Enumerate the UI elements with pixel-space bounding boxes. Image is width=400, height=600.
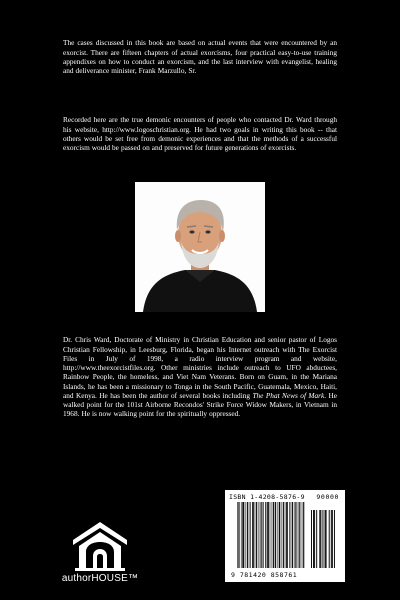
barcode-bar (242, 502, 243, 568)
description-paragraph-1: The cases discussed in this book are based on actual events that were encountered by an exorcist. There are fifteen chapters of actual exorcisms, four practical easy-to-use training appendixes on how to conduct an exorcism, and the last interview with evangelist, healing and deliverance minister, Frank Marzullo, Sr. (63, 38, 337, 76)
barcode-bar (249, 502, 250, 568)
barcode-addon-bar (332, 510, 333, 568)
barcode-bar (243, 502, 244, 568)
barcode-addon-bar (316, 510, 317, 568)
barcode-addon-bar (320, 510, 321, 568)
barcode-digits: 9 781420 858761 (231, 571, 298, 579)
barcode-bar (293, 502, 294, 568)
barcode-bar (252, 502, 253, 568)
barcode-bar (253, 502, 254, 568)
barcode-bar (283, 502, 284, 568)
barcode-bar (297, 502, 298, 568)
barcode-bar (289, 502, 290, 568)
barcode-bar (274, 502, 275, 568)
barcode-bar (292, 502, 293, 568)
barcode-bar (276, 502, 277, 568)
barcode-bar (273, 502, 274, 568)
barcode-bar (261, 502, 262, 568)
barcode-bar (283, 502, 284, 568)
barcode-addon-bar (326, 510, 327, 568)
barcode-bar (285, 502, 286, 568)
barcode-addon-bar (325, 510, 326, 568)
barcode-bar (256, 502, 257, 568)
barcode-addon-bar (311, 510, 312, 568)
barcode-bar (250, 502, 251, 568)
barcode-bar (299, 502, 300, 568)
barcode-addon-bar (331, 510, 332, 568)
barcode-bar (303, 502, 304, 568)
barcode-bar (238, 502, 239, 568)
author-bio (63, 335, 337, 418)
barcode-bar (295, 502, 296, 568)
barcode-bar (270, 502, 271, 568)
barcode-bar (295, 502, 296, 568)
barcode-bar (266, 502, 267, 568)
barcode-bar (280, 502, 281, 568)
barcode-bar (291, 502, 292, 568)
barcode-addon-bar (329, 510, 330, 568)
barcode-bar (268, 502, 269, 568)
barcode-bar (263, 502, 264, 568)
barcode-bar (287, 502, 288, 568)
barcode-bar (253, 502, 254, 568)
publisher-name: authorHOUSE™ (61, 573, 139, 584)
book-title-the-phat-news-of-mark: The Phat News of Mark (252, 390, 325, 400)
barcode-addon-bar (322, 510, 323, 568)
author-bio-text-1: Dr. Chris Ward, Doctorate of Ministry in Christian Education and senior pastor of Logos Christian Fellowship, in Leesburg, Florida, began his Internet outreach with The Exorcist Files in July of 1998, a radio interview program and website, http://www.theexorcistfiles.org. Other ministries include outreach to UFO abductees, Rainbow People, the homeless, and Viet Nam Veterans. Born on Guam, in the Mariana Islands, he has been a missionary to Tonga in the South Pacific, Guatemala, Mexico, Haiti, and Kenya. He has been the author of several books including (63, 335, 337, 400)
barcode-bar (244, 502, 245, 568)
barcode-bar (245, 502, 246, 568)
price-code: 90000 (316, 493, 339, 501)
barcode-bar (268, 502, 269, 568)
author-photo (135, 182, 265, 312)
barcode-bar (275, 502, 276, 568)
barcode-bar (247, 502, 248, 568)
barcode-bar (272, 502, 273, 568)
barcode-bar (279, 502, 280, 568)
barcode-box (225, 490, 345, 582)
barcode-bar (262, 502, 263, 568)
author-bio-text-2: . He walked point for the 101st Airborne Recondos' Strike Force Widow Makers, in Vietnam in 1968. He is now walking point for the spiritually oppressed. (63, 390, 337, 419)
barcode-bar (287, 502, 288, 568)
barcode-bar (281, 502, 282, 568)
barcode-bar (267, 502, 268, 568)
publisher-logo (55, 518, 145, 588)
barcode-bar (237, 502, 238, 568)
barcode-bar (247, 502, 248, 568)
barcode-bar (241, 502, 242, 568)
barcode-bar (260, 502, 261, 568)
barcode-bar (298, 502, 299, 568)
barcode-bar (300, 502, 301, 568)
barcode-addon-bar (313, 510, 314, 568)
barcode-addon-bar (334, 510, 335, 568)
barcode-bars (229, 502, 341, 570)
barcode-bar (278, 502, 279, 568)
authorhouse-house-icon (55, 518, 145, 573)
barcode-bar (286, 502, 287, 568)
barcode-bar (239, 502, 240, 568)
barcode-bar (259, 502, 260, 568)
isbn-text: ISBN 1-4208-5876-9 (229, 493, 305, 501)
barcode-bar (265, 502, 266, 568)
barcode-bar (304, 502, 305, 568)
barcode-addon-bar (314, 510, 315, 568)
barcode-bar (302, 502, 303, 568)
barcode-addon-bar (319, 510, 320, 568)
barcode-bar (255, 502, 256, 568)
description-paragraph-2: Recorded here are the true demonic encounters of people who contacted Dr. Ward through his website, http://www.logoschristian.org. He had two goals in writing this book -- that others would be set free from demonic experiences and that the methods of a successful exorcism would be passed on and preserved for future generations of exorcists. (63, 115, 337, 153)
barcode-bar (257, 502, 258, 568)
